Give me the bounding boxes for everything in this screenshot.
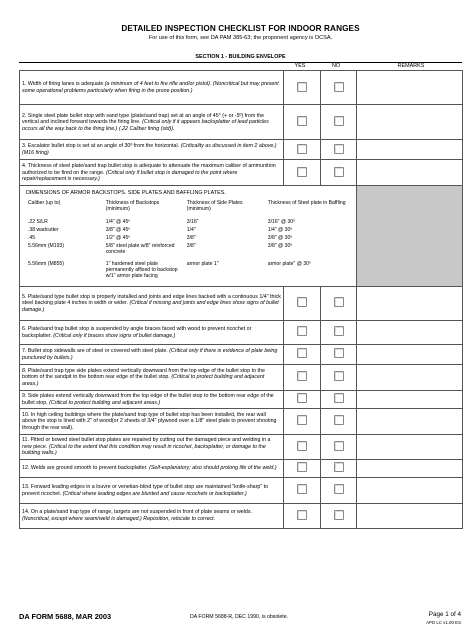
yes-cell bbox=[284, 477, 321, 503]
dimensions-value: 1/4" @ 30º bbox=[267, 226, 293, 233]
dimensions-value: .22 S/LR bbox=[28, 218, 48, 225]
no-cell bbox=[321, 344, 357, 364]
dimensions-value: 5.56mm (M855) bbox=[28, 261, 64, 268]
dimensions-cell bbox=[20, 186, 357, 287]
no-cell bbox=[321, 459, 357, 477]
yes-cell bbox=[284, 286, 321, 320]
no-cell bbox=[321, 160, 357, 186]
dimensions-value: 3/8" @ 45º bbox=[105, 226, 131, 233]
dimensions-value: .45 bbox=[28, 234, 36, 241]
yes-cell bbox=[284, 71, 321, 105]
no-cell bbox=[321, 286, 357, 320]
criticality-note: (Critical if missing and joints and edge lines show signs of bullet damage.) bbox=[22, 300, 279, 313]
yes-cell bbox=[284, 434, 321, 459]
checklist-row bbox=[20, 105, 463, 140]
no-cell bbox=[321, 434, 357, 459]
yes-checkbox[interactable] bbox=[297, 116, 307, 126]
checklist-question bbox=[20, 320, 284, 344]
remarks-field[interactable] bbox=[357, 286, 463, 320]
remarks-field[interactable] bbox=[357, 364, 463, 390]
dimensions-value: .38 wadcutter bbox=[28, 226, 59, 233]
dimensions-value: 1/4" bbox=[186, 226, 196, 233]
checklist-row bbox=[20, 320, 463, 344]
no-cell bbox=[321, 408, 357, 434]
remarks-field[interactable] bbox=[357, 105, 463, 140]
no-cell bbox=[321, 320, 357, 344]
remarks-field[interactable] bbox=[357, 160, 463, 186]
checklist-row bbox=[20, 364, 463, 390]
question-text: 11. Pitted or bowed steel bullet stop plates are repaired by cutting out the damaged piece and welding in a new piece. bbox=[22, 437, 271, 450]
no-cell bbox=[321, 140, 357, 160]
checklist-question bbox=[20, 503, 284, 528]
page-number: Page 1 of 4 bbox=[428, 611, 461, 618]
yes-cell bbox=[284, 160, 321, 186]
criticality-note: (Self-explanatory; also should prolong life of the weld.) bbox=[149, 465, 277, 472]
question-text: 9. Side plates extend vertically downward from the top edge of the bullet stop to the bottom rear edge of the bullet stop. bbox=[22, 392, 274, 406]
yes-checkbox[interactable] bbox=[297, 484, 307, 494]
form-title: DETAILED INSPECTION CHECKLIST FOR INDOOR RANGES bbox=[121, 24, 360, 33]
remarks-field[interactable] bbox=[357, 320, 463, 344]
remarks-field[interactable] bbox=[357, 434, 463, 459]
no-checkbox[interactable] bbox=[334, 348, 344, 358]
remarks-field[interactable] bbox=[357, 71, 463, 105]
criticality-note: (Critical only if there is evidence of plate being punctured by bullets.) bbox=[22, 347, 278, 361]
checklist-question bbox=[20, 459, 284, 477]
remarks-field[interactable] bbox=[357, 459, 463, 477]
remarks-column-header: REMARKS bbox=[397, 63, 425, 69]
dimensions-value: 1" hardened steel plate permanently affixed to backstop w/1" armor plate facing bbox=[105, 261, 178, 280]
yes-cell bbox=[284, 364, 321, 390]
criticality-note: (a minimum of 4 feet to fire rifle and/or pistol). (Noncritical but may present some operational problems particularly when firing in the prone position.) bbox=[22, 81, 279, 94]
yes-checkbox[interactable] bbox=[297, 393, 307, 403]
criticality-note: (Critical where leading edges are blunted and cause ricochets or backsplatter.) bbox=[62, 490, 247, 497]
yes-checkbox[interactable] bbox=[297, 144, 307, 154]
no-checkbox[interactable] bbox=[334, 441, 344, 451]
dimensions-data-row bbox=[26, 257, 350, 281]
no-checkbox[interactable] bbox=[334, 415, 344, 425]
dimensions-data-row bbox=[26, 227, 350, 235]
yes-cell bbox=[284, 459, 321, 477]
remarks-field[interactable] bbox=[357, 344, 463, 364]
dimensions-value: 1/4" @ 45º bbox=[105, 218, 131, 225]
dimensions-value: 3/8" bbox=[186, 243, 196, 250]
yes-checkbox[interactable] bbox=[297, 415, 307, 425]
question-text: 8. Plate/sand trap type side plates extend vertically downward from the top edge of the bullet stop to the bottom of the sandpit to the bottom rear edge of the bullet stop. bbox=[22, 367, 265, 381]
question-text: 4. Thickness of steel plate/sand trap bullet stop is adequate to attenuate the maximum caliber of ammunition authorized to be fired on the range. bbox=[22, 163, 276, 176]
yes-checkbox[interactable] bbox=[297, 297, 307, 307]
dimensions-header: Thickness of Side Plates (minimum) bbox=[186, 199, 243, 212]
dimensions-value: armor plate" @ 30º bbox=[267, 261, 311, 268]
checklist-row bbox=[20, 503, 463, 528]
criticality-note: (Critical to protect building and adjacent areas.) bbox=[22, 374, 265, 387]
yes-cell bbox=[284, 320, 321, 344]
remarks-field[interactable] bbox=[357, 408, 463, 434]
checklist-row bbox=[20, 286, 463, 320]
criticality-note: (Critical only if it appears backsplatter of lead particles occurs all the way back to the firing line.) (.22 Caliber firing (std)). bbox=[22, 119, 269, 132]
no-cell bbox=[321, 364, 357, 390]
question-text: 6. Plate/sand trap bullet stop is suspended by angle braces faced with wood to prevent ricochet or backsplatter. bbox=[22, 325, 252, 339]
dimensions-header: Thickness of Backstops (minimum) bbox=[105, 199, 160, 212]
question-text: 3. Escalator bullet stop is set at an angle of 30º from the horizontal. bbox=[22, 143, 180, 150]
criticality-note: (Noncritical, except where seam/weld is damaged.) Reposition, relocate to correct. bbox=[22, 516, 216, 523]
checklist-table bbox=[19, 70, 463, 529]
dimensions-header-row bbox=[26, 200, 350, 219]
checklist-question bbox=[20, 477, 284, 503]
no-checkbox[interactable] bbox=[334, 371, 344, 381]
checklist-question bbox=[20, 105, 284, 140]
no-checkbox[interactable] bbox=[334, 116, 344, 126]
question-text: 13. Forward leading edges in a louvre or venetian-blind type of bullet stop are maintained "knife-sharp" to prevent ricochet. bbox=[22, 483, 269, 497]
yes-cell bbox=[284, 140, 321, 160]
no-checkbox[interactable] bbox=[334, 462, 344, 472]
checklist-row bbox=[20, 71, 463, 105]
dimensions-title: DIMENSIONS OF ARMOR BACKSTOPS. SIDE PLATES AND BAFFLING PLATES. bbox=[26, 190, 226, 196]
remarks-field[interactable] bbox=[357, 503, 463, 528]
question-text: 1. Width of firing lanes is adequate bbox=[22, 81, 104, 88]
checklist-row bbox=[20, 140, 463, 160]
checklist-question bbox=[20, 71, 284, 105]
no-cell bbox=[321, 477, 357, 503]
checklist-question bbox=[20, 390, 284, 408]
question-text: 10. In high ceiling buildings where the plate/sand trap type of bullet stop has been installed, the rear wall above the stop is lined with 2" of wood(or 2 sheets of 3/4" plywood over a 1/8" steel plate to prevent shooting through the rear wall). bbox=[22, 411, 277, 431]
dimensions-value: armor plate 1" bbox=[186, 261, 219, 268]
yes-checkbox[interactable] bbox=[297, 348, 307, 358]
no-column-header: NO bbox=[331, 63, 341, 69]
checklist-question bbox=[20, 408, 284, 434]
dimensions-row bbox=[20, 186, 463, 287]
checklist-row bbox=[20, 344, 463, 364]
version-label: APD LC v1.00 ES bbox=[426, 620, 461, 625]
form-subtitle: For use of this form, see DA PAM 385-63; the proponent agency is OCSA. bbox=[148, 35, 333, 41]
yes-column-header: YES bbox=[294, 63, 306, 69]
criticality-note: (Critical to protect building and adjacent areas.) bbox=[49, 399, 161, 406]
checklist-row bbox=[20, 477, 463, 503]
criticality-note: (Criticality as discussed in item 2 above.) (M16 firing) bbox=[22, 143, 277, 156]
no-checkbox[interactable] bbox=[334, 82, 344, 92]
dimensions-value: 3/8" @ 30º bbox=[267, 234, 293, 241]
yes-cell bbox=[284, 105, 321, 140]
dimensions-header: Thickness of Steel plate in Baffling bbox=[267, 199, 346, 206]
dimensions-value: 5.56mm (M193) bbox=[28, 243, 64, 250]
section-heading: SECTION 1 - BUILDING ENVELOPE bbox=[195, 54, 286, 60]
no-cell bbox=[321, 71, 357, 105]
checklist-question bbox=[20, 286, 284, 320]
remarks-shaded-cell bbox=[357, 186, 463, 287]
question-text: 5. Plate/sand type bullet stop is properly installed and joints and edge lines backed with a continuous 1/4" thick steel backing plate 4 inches in width or wider. bbox=[22, 293, 281, 307]
question-text: 12. Welds are ground smooth to prevent backsplatter. bbox=[22, 465, 148, 472]
dimensions-table bbox=[26, 200, 350, 282]
dimensions-value: 3/8" bbox=[186, 234, 196, 241]
yes-cell bbox=[284, 344, 321, 364]
dimensions-data-row bbox=[26, 235, 350, 243]
criticality-note: (Critical only if bullet stop is damaged to the point where repair/replacement is necessary.) bbox=[22, 169, 238, 183]
dimensions-data-row bbox=[26, 219, 350, 227]
checklist-row bbox=[20, 160, 463, 186]
yes-checkbox[interactable] bbox=[297, 326, 307, 336]
dimensions-value: 5/8" steel plate w/8" reinforced concrete bbox=[105, 243, 175, 256]
yes-checkbox[interactable] bbox=[297, 462, 307, 472]
no-cell bbox=[321, 503, 357, 528]
yes-checkbox[interactable] bbox=[297, 371, 307, 381]
yes-cell bbox=[284, 390, 321, 408]
no-checkbox[interactable] bbox=[334, 326, 344, 336]
checklist-row bbox=[20, 434, 463, 459]
dimensions-value: 1/2" @ 45º bbox=[105, 234, 131, 241]
yes-checkbox[interactable] bbox=[297, 441, 307, 451]
no-checkbox[interactable] bbox=[334, 167, 344, 177]
obsolete-note: DA FORM 5688-R, DEC 1990, is obsolete. bbox=[190, 614, 289, 620]
checklist-question bbox=[20, 364, 284, 390]
no-cell bbox=[321, 390, 357, 408]
dimensions-data-row bbox=[26, 243, 350, 257]
checklist-row bbox=[20, 390, 463, 408]
question-text: 7. Bullet stop sidewalls are of steel or covered with steel plate. bbox=[22, 347, 168, 354]
yes-checkbox[interactable] bbox=[297, 82, 307, 92]
checklist-question bbox=[20, 140, 284, 160]
no-cell bbox=[321, 105, 357, 140]
checklist-question bbox=[20, 344, 284, 364]
yes-cell bbox=[284, 503, 321, 528]
yes-cell bbox=[284, 408, 321, 434]
no-checkbox[interactable] bbox=[334, 510, 344, 520]
dimensions-value: 3/8" @ 30º bbox=[267, 243, 293, 250]
checklist-question bbox=[20, 434, 284, 459]
yes-checkbox[interactable] bbox=[297, 510, 307, 520]
criticality-note: (Critical to the extent that this condition may result in ricochet, backsplatter, or damage to the building walls.) bbox=[22, 443, 266, 457]
no-checkbox[interactable] bbox=[334, 484, 344, 494]
remarks-field[interactable] bbox=[357, 140, 463, 160]
remarks-field[interactable] bbox=[357, 477, 463, 503]
dimensions-value: 3/16" bbox=[186, 218, 199, 225]
question-text: 14. On a plate/sand trap type of range, targets are not suspended in front of plate seams or welds. bbox=[22, 509, 252, 516]
checklist-row bbox=[20, 408, 463, 434]
checklist-question bbox=[20, 160, 284, 186]
remarks-field[interactable] bbox=[357, 390, 463, 408]
form-number: DA FORM 5688, MAR 2003 bbox=[19, 612, 112, 621]
criticality-note: (Critical only if braces show signs of bullet damage.) bbox=[53, 332, 176, 339]
no-checkbox[interactable] bbox=[334, 393, 344, 403]
no-checkbox[interactable] bbox=[334, 144, 344, 154]
dimensions-value: 3/16" @ 30º bbox=[267, 218, 295, 225]
yes-checkbox[interactable] bbox=[297, 167, 307, 177]
question-text: 2. Single steel plate bullet stop with sand type (plate/sand trap) set at an angle of 45° (+ or -5º) from the vertical and inclined forward towards the firing line. bbox=[22, 112, 265, 126]
checklist-row bbox=[20, 459, 463, 477]
dimensions-header: Caliber (up to) bbox=[28, 199, 61, 206]
no-checkbox[interactable] bbox=[334, 297, 344, 307]
